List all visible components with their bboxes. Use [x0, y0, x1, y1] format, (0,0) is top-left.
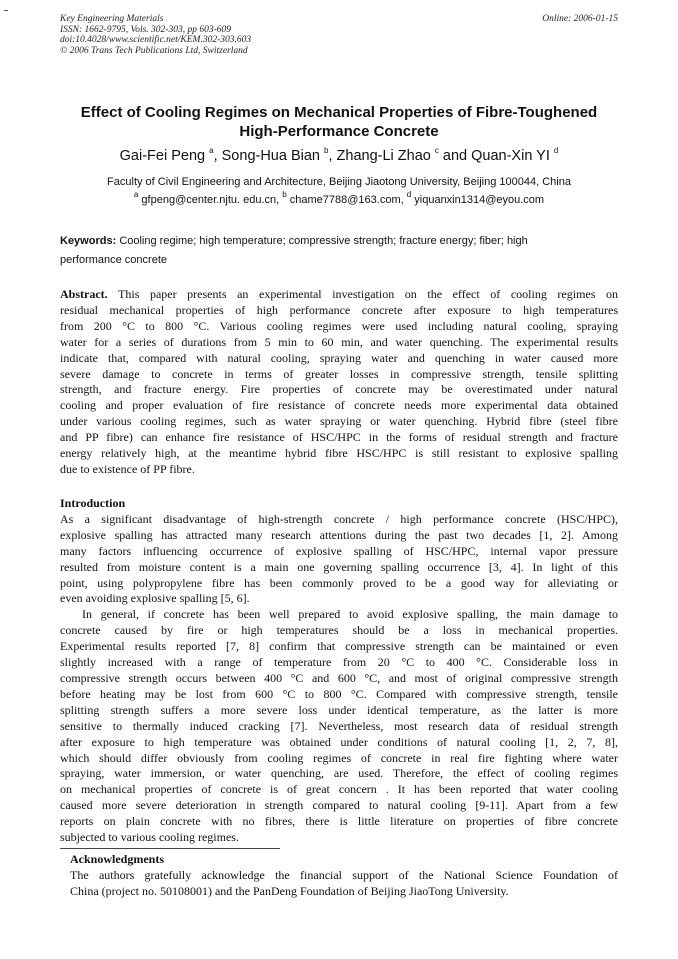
email-address: gfpeng@center.njtu. edu.cn — [141, 194, 277, 206]
author-name: Song-Hua Bian — [221, 148, 325, 164]
section-rule — [60, 848, 280, 849]
email-sup: a — [133, 190, 139, 200]
text-line: In general, if concrete has been well prepared to avoid explosive spalling, the main damage to — [82, 607, 618, 622]
introduction-para-1 — [60, 512, 618, 607]
text-line: As a significant disadvantage of high-strength concrete / high performance concrete (HSC/HPC), — [60, 511, 618, 526]
email-sup: b — [282, 190, 287, 200]
text-line: before heating may be lost from 600 °C to 800 °C. Compared with compressive strength, tensile — [60, 686, 618, 701]
text-line: compressive strength occurs between 400 °C and 600 °C, and most of original compressive strength — [60, 670, 618, 685]
author-name: Gai-Fei Peng — [119, 148, 210, 164]
text-line: spraying, water immersion, or water quenching, are used. Therefore, the effect of cooling regimes — [60, 766, 618, 781]
introduction-section — [60, 496, 618, 846]
copyright-line: © 2006 Trans Tech Publications Ltd, Switzerland — [60, 45, 248, 56]
text-line: residual mechanical properties of high performance concrete after exposure to high temperatures — [60, 302, 618, 317]
author-sup: c — [434, 146, 439, 156]
paper-title — [40, 103, 638, 141]
corner-mark — [4, 10, 8, 11]
title-line-2: High-Performance Concrete — [239, 123, 439, 140]
text-line: from 200 °C to 800 °C. Various cooling regimes were used including natural cooling, spraying — [60, 318, 618, 333]
email-address: chame7788@163.com — [289, 194, 401, 206]
author-name: Zhang-Li Zhao — [336, 148, 435, 164]
affiliation: Faculty of Civil Engineering and Architecture, Beijing Jiaotong University, Beijing 100044, China — [107, 176, 571, 188]
text-line: concrete caused by fire or high temperatures should be a loss in mechanical properties. — [60, 623, 618, 638]
introduction-para-2 — [60, 607, 618, 846]
text-line: point, using polypropylene fibre has been commonly proved to be a good way for alleviating or — [60, 575, 618, 590]
acknowledgments-section — [70, 852, 618, 900]
issn-line: ISSN: 1662-9795, Vols. 302-303, pp 603-609 — [60, 24, 231, 35]
author-sup: b — [324, 146, 329, 156]
text-line: subjected to various cooling regimes. — [60, 830, 239, 845]
email-list: $^a$ gfpeng@center.njtu. edu.cn, $^b$ chame7788@163.com, $^d$ yiquanxin1314@eyou.com — [133, 190, 545, 206]
text-line: water for a series of durations from 5 min to 60 min, and water quenching. The experimental results — [60, 334, 618, 349]
text-line: under various cooling regimes, such as water spraying or water quenching. Hybrid fibre (steel fibre — [60, 414, 618, 429]
author-sup: d — [553, 146, 559, 156]
text-line: severe damage to concrete in terms of greater losses in compressive strength, tensile splitting — [60, 366, 618, 381]
text-line: strength, and fracture energy. Fire properties of concrete may be overestimated under natural — [60, 382, 618, 397]
text-line: Abstract. This paper presents an experimental investigation on the effect of cooling regimes on — [60, 287, 618, 301]
text-line: on mechanical properties of concrete is of great concern . It has been reported that water cooling — [60, 782, 618, 797]
text-line: due to existence of PP fibre. — [60, 461, 195, 476]
text-line: even avoiding explosive spalling [5, 6]. — [60, 591, 250, 606]
abstract-section — [60, 287, 618, 478]
acknowledgments-heading: Acknowledgments — [70, 852, 165, 866]
online-date: Online: 2006-01-15 — [542, 14, 618, 24]
text-line: resulted from moisture content is a main one governing spalling occurrence [3, 4]. In light of this — [60, 559, 618, 574]
author-name: Quan-Xin YI — [471, 148, 554, 164]
doi-line: doi:10.4028/www.scientific.net/KEM.302-303.603 — [60, 35, 252, 45]
text-line: reports on plain concrete with no fibres, there is little literature on properties of fibre concrete — [60, 814, 618, 829]
abstract-label: Abstract. — [60, 287, 108, 301]
text-line: many factors influencing occurrence of explosive spalling of HSC/HPC, internal vapor pressure — [60, 543, 618, 558]
journal-name: Key Engineering Materials — [60, 14, 164, 24]
text-line: energy relatively high, at the meantime hybrid fibre HSC/HPC is still resistant to explosive spalling — [60, 446, 618, 461]
text-line: China (project no. 50108001) and the PanDeng Foundation of Beijing JiaoTong University. — [70, 883, 509, 898]
author-sup: a — [209, 146, 214, 156]
text-line: explosive spalling has attracted many research attentions during the past two decades [1, 2]. Among — [60, 527, 618, 542]
text-line: slightly increased with a range of temperature from 20 °C to 400 °C. Considerable loss in — [60, 655, 618, 670]
keywords-label: Keywords: — [60, 235, 117, 247]
author-list: Gai-Fei Peng $^a$, Song-Hua Bian $^b$, Zhang-Li Zhao $^c$ and Quan-Xin YI $^d$ — [119, 146, 559, 164]
journal-header — [60, 14, 618, 56]
keywords-line-1: Cooling regime; high temperature; compressive strength; fracture energy; fiber; high — [119, 235, 528, 247]
text-line: caused more severe deterioration in strength compared to natural cooling [9-11]. Apart from a few — [60, 798, 618, 813]
title-line-1: Effect of Cooling Regimes on Mechanical Properties of Fibre-Toughened — [80, 104, 598, 121]
introduction-heading: Introduction — [60, 496, 126, 510]
text-line: Experimental results reported [7, 8] confirm that compressive strength can be maintained or even — [60, 639, 618, 654]
text-line: and PP fibre) can enhance fire resistance of HSC/HPC in the forms of residual strength and fracture — [60, 430, 618, 445]
keywords-line-2: performance concrete — [60, 254, 167, 266]
email-address: yiquanxin1314@eyou.com — [414, 194, 545, 206]
email-sup: d — [406, 190, 412, 200]
text-line: indicate that, compared with natural cooling, spraying water and quenching in water caused more — [60, 350, 618, 365]
keywords-section — [60, 232, 618, 270]
text-line: which should differ obviously from cooling regimes of concrete in real fire fighting where water — [60, 750, 618, 765]
text-line: sensitive to thermally induced cracking [7]. Nevertheless, most research data of residual strength — [60, 718, 618, 733]
text-line: splitting strength suffers a more severe loss under identical temperature, as the latter is more — [60, 702, 618, 717]
text-line: The authors gratefully acknowledge the financial support of the National Science Foundation of — [70, 867, 618, 882]
text-line: cooling and proper evaluation of fire resistance of concrete needs more experimental data obtained — [60, 398, 618, 413]
acknowledgments-body — [70, 868, 618, 900]
text-line: after exposure to high temperature was obtained under conditions of natural cooling [1, 2, 7, 8], — [60, 734, 618, 749]
